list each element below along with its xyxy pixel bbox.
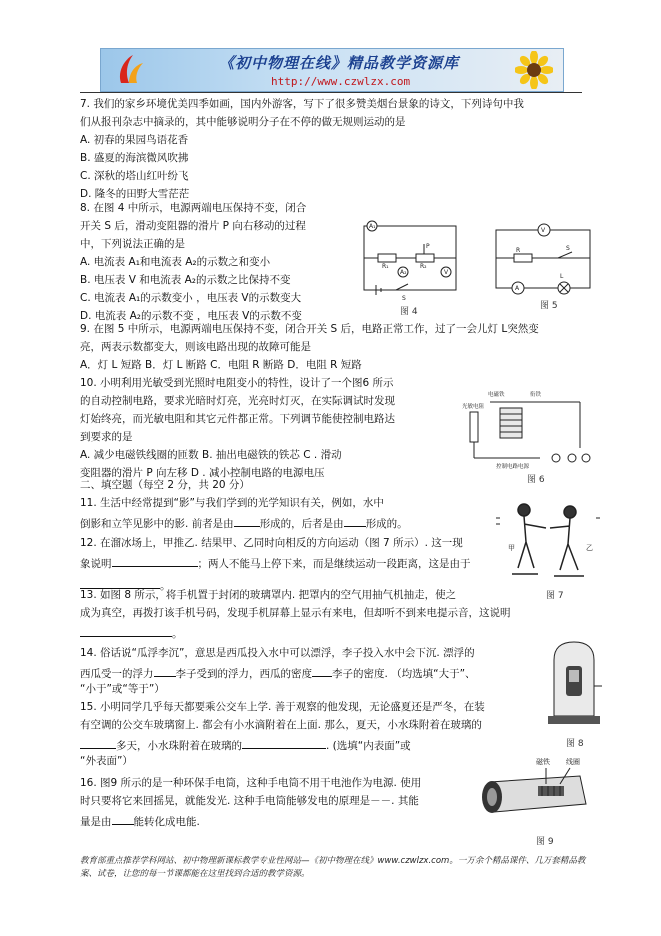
figure-7-caption: 图 7: [546, 591, 564, 601]
figure-5-caption: 图 5: [540, 301, 558, 311]
svg-text:R₁: R₁: [382, 263, 389, 270]
q9-line-1: 9. 在图 5 中所示，电源两端电压保持不变，闭合开关 S 后，电路正常工作，过了一会儿灯 L突然变: [80, 323, 539, 335]
question-14: [80, 646, 476, 700]
figure-6-caption: 图 6: [527, 475, 545, 485]
q12-blank-1[interactable]: [112, 554, 198, 567]
q15-line-3: 多天，小水珠附着在玻璃的 . (选填“内表面”或: [80, 736, 485, 754]
q8-option-a: A. 电流表 A₁和电流表 A₂的示数之和变小: [80, 256, 271, 268]
q7-option-d: D. 隆冬的田野大雪茫茫: [80, 188, 190, 200]
q8-line-2: 开关 S 后，滑动变阻器的滑片 P 向右移动的过程: [80, 220, 306, 232]
svg-text:A₂: A₂: [400, 269, 407, 276]
q13-line-3: 。: [80, 624, 511, 642]
q14-blank-1[interactable]: [154, 664, 176, 677]
q7-option-a: A. 初春的果园鸟语花香: [80, 134, 189, 146]
q10-line-3: 灯始终亮，而光敏电阻和其它元件都正常。下列调节能使控制电路达: [80, 413, 395, 425]
q15-line-2: 有空调的公交车玻璃窗上. 都会有小水滴附着在上面. 那么，夏天，小水珠附着在玻璃的: [80, 719, 482, 731]
figure-7-label-yi: 乙: [586, 544, 593, 552]
q14-line-3: “小于”或“等于”）: [80, 683, 165, 695]
section-2-title: 二、填空题（每空 2 分，共 20 分）: [80, 479, 250, 491]
figure-7-label-jia: 甲: [508, 544, 515, 552]
q7-line-2: 们从报刊杂志中摘录的，其中能够说明分子在不停的做无规则运动的是: [80, 116, 406, 128]
q16-blank-1[interactable]: [112, 812, 134, 825]
question-13: [80, 588, 511, 642]
header-rule: [80, 92, 582, 93]
q11-line-2: 倒影和立竿见影中的影. 前者是由 形成的，后者是由 形成的。: [80, 514, 408, 532]
q16-line-3: 量是由 能转化成电能.: [80, 812, 421, 830]
q11-line-1: 11. 生活中经常提到“影”与我们学到的光学知识有关，例如，水中: [80, 497, 384, 509]
question-16: [80, 776, 421, 830]
q11-blank-2[interactable]: [344, 514, 366, 527]
question-9: [80, 322, 539, 376]
q8-line-3: 中，下列说法正确的是: [80, 238, 185, 250]
svg-text:衔铁: 衔铁: [530, 392, 542, 398]
q15-blank-1[interactable]: [80, 736, 116, 749]
question-7: [80, 97, 524, 205]
figure-9-label-magnet: 磁铁: [536, 758, 550, 766]
q10-line-1: 10. 小明利用光敏受到光照时电阻变小的特性，设计了一个图6 所示: [80, 377, 394, 389]
figure-8-bell-jar: [546, 636, 602, 728]
figure-8-caption: 图 8: [566, 739, 584, 749]
svg-text:光敏电阻: 光敏电阻: [462, 404, 485, 410]
q16-line-1: 16. 图9 所示的是一种环保手电筒，这种手电筒不用干电池作为电源. 使用: [80, 777, 422, 789]
page-footer: 教育部重点推荐学科网站、初中物理新课标教学专业性网站—《初中物理在线》www.czwlzx.com。一万余个精品课件、几万套精品教案、试卷，让您的每一节课都能在这里找到合适的教学资源。: [80, 856, 586, 880]
q13-line-1: 13. 如图 8 所示，将手机置于封闭的玻璃罩内. 把罩内的空气用抽气机抽走，使之: [80, 589, 457, 601]
question-8: [80, 201, 306, 327]
site-banner: [100, 48, 564, 92]
figure-9-label-coil: 线圈: [566, 758, 580, 766]
q15-blank-2[interactable]: [242, 736, 326, 749]
q11-blank-1[interactable]: [234, 514, 260, 527]
figure-4-caption: 图 4: [400, 307, 418, 317]
q10-line-5: A. 减少电磁铁线圈的匝数 B. 抽出电磁铁的铁芯 C . 滑动: [80, 449, 342, 461]
q15-line-4: “外表面”）: [80, 755, 133, 767]
site-logo-icon: [115, 53, 145, 85]
svg-text:电磁铁: 电磁铁: [488, 392, 505, 398]
q15-line-1: 15. 小明同学几乎每天都要乘公交车上学. 善于观察的他发现，无论盛夏还是严冬，在装: [80, 701, 485, 713]
q16-line-2: 时只要将它来回摇晃，就能发光. 这种手电筒能够发电的原理是－－. 其能: [80, 795, 419, 807]
svg-text:A: A: [515, 285, 520, 292]
q9-line-2: 亮，两表示数都变大，则该电路出现的故障可能是: [80, 341, 311, 353]
q7-option-c: C. 深秋的塔山红叶纷飞: [80, 170, 189, 182]
q14-line-2: 西瓜受一的浮力 李子受到的浮力，西瓜的密度 李子的密度. （均选填“大于”、: [80, 664, 476, 682]
svg-text:A₁: A₁: [369, 223, 376, 230]
q12-line-2: 象说明 ；两人不能马上停下来，而是继续运动一段距离，这是由于: [80, 554, 471, 572]
figure-9-caption: 图 9: [536, 837, 554, 847]
question-11: [80, 496, 408, 532]
sunflower-icon: [515, 51, 553, 89]
q8-option-d: D. 电流表 A₂的示数不变 ，电压表 V的示数不变: [80, 310, 302, 322]
figure-4-circuit: [356, 218, 464, 306]
q12-line-3: 。: [80, 576, 471, 594]
figure-5-circuit: [488, 218, 596, 300]
svg-text:R₂: R₂: [420, 263, 427, 270]
q9-options: A．灯 L 短路 B．灯 L 断路 C．电阻 R 断路 D．电阻 R 短路: [80, 359, 362, 371]
figure-6-control-circuit: [460, 386, 596, 472]
q8-line-1: 8. 在图 4 中所示，电源两端电压保持不变，闭合: [80, 202, 307, 214]
question-10: [80, 376, 395, 484]
question-15: [80, 700, 485, 772]
q10-line-2: 的自动控制电路，要求光暗时灯亮，光亮时灯灭，在实际调试时发现: [80, 395, 395, 407]
q8-option-b: B. 电压表 V 和电流表 A₂的示数之比保持不变: [80, 274, 291, 286]
svg-text:L: L: [560, 273, 564, 280]
figure-9-flashlight: [476, 754, 596, 834]
q8-option-c: C. 电流表 A₁的示数变小 ，电压表 V的示数变大: [80, 292, 302, 304]
svg-text:控制电路电源: 控制电路电源: [496, 464, 530, 470]
svg-text:R: R: [516, 247, 521, 254]
q14-blank-2[interactable]: [312, 664, 332, 677]
q7-option-b: B. 盛夏的海滨微风吹拂: [80, 152, 189, 164]
figure-7-skaters: [494, 498, 602, 582]
site-url[interactable]: http://www.czwlzx.com: [271, 75, 411, 88]
svg-text:P: P: [426, 243, 430, 250]
svg-text:V: V: [444, 269, 449, 276]
q7-line-1: 7. 我们的家乡环境优美四季如画，国内外游客，写下了很多赞美烟台景象的诗文，下列诗句中我: [80, 98, 524, 110]
q10-line-6: 变阻器的滑片 P 向左移 D . 减小控制电路的电源电压: [80, 467, 325, 479]
site-title: 《初中物理在线》精品教学资源库: [219, 54, 460, 72]
svg-text:V: V: [541, 227, 546, 234]
question-12: [80, 536, 471, 594]
q12-line-1: 12. 在溜冰场上，甲推乙. 结果甲、乙同时向相反的方向运动（图 7 所示）. 这一现: [80, 537, 463, 549]
q10-line-4: 到要求的是: [80, 431, 133, 443]
q13-line-2: 成为真空，再拨打该手机号码，发现手机屏幕上显示有来电，但却听不到来电提示音，这说明: [80, 607, 511, 619]
svg-text:S: S: [566, 245, 570, 252]
svg-text:S: S: [402, 295, 406, 302]
q13-blank-1[interactable]: [80, 624, 172, 637]
q14-line-1: 14. 俗话说“瓜浮李沉”，意思是西瓜投入水中可以漂浮，李子投入水中会下沉. 漂浮的: [80, 647, 475, 659]
